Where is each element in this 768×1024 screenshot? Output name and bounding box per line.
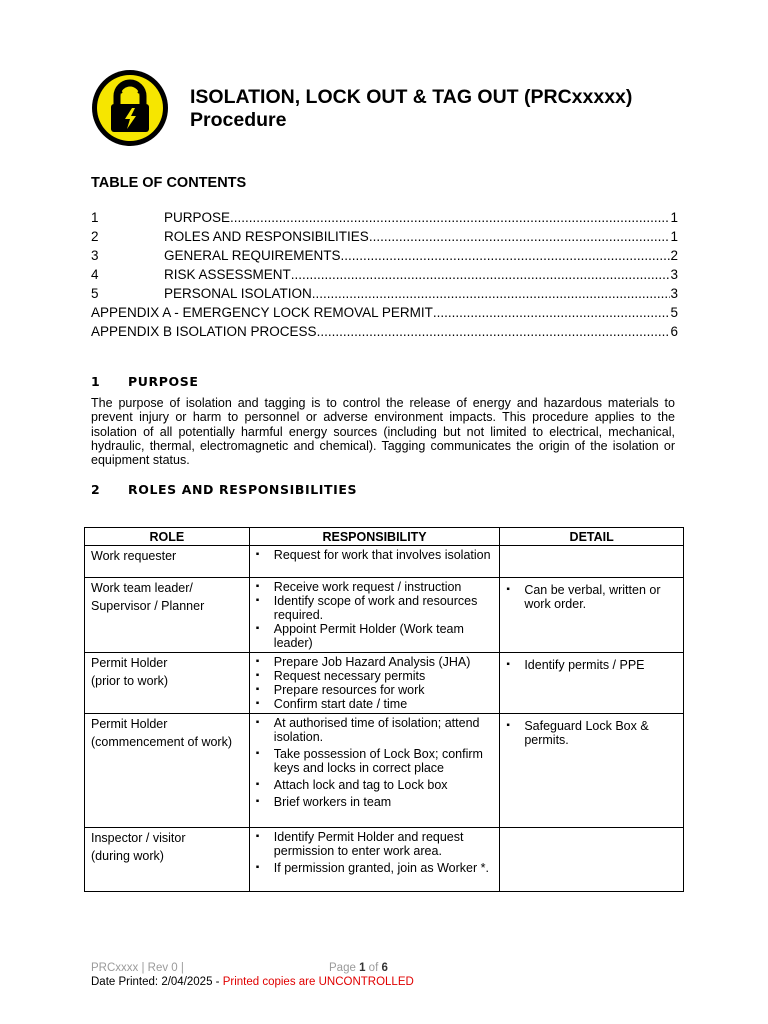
toc-entry-title: APPENDIX A - EMERGENCY LOCK REMOVAL PERMIT — [91, 305, 433, 320]
table-header-row — [85, 528, 684, 546]
toc-entry-number: 5 — [91, 286, 99, 301]
responsibility-list — [250, 580, 494, 650]
responsibility-item: ▪ Request necessary permits — [250, 669, 494, 683]
detail-list — [500, 655, 677, 672]
toc-entry[interactable] — [91, 305, 678, 324]
footer-print-info — [91, 976, 414, 988]
page-label: Page — [329, 962, 356, 974]
column-header-detail: DETAIL — [500, 528, 684, 546]
section-title: ROLES AND RESPONSIBILITIES — [128, 482, 358, 497]
purpose-paragraph: The purpose of isolation and tagging is to control the release of energy and hazardous materials to prevent injury or harm to personnel or adverse environment impacts. This procedure applies to the isolation of all potentially harmful energy sources (including but not limited to electrical, mechanical, hydraulic, thermal, electromagnetic and chemical). Tagging communicates the origin of the isolation or equipment status. — [91, 396, 675, 468]
toc-leader-dots — [317, 324, 671, 339]
toc-entry[interactable] — [91, 324, 678, 343]
responsibility-item: ▪ Appoint Permit Holder (Work team leader) — [250, 622, 494, 650]
detail-cell — [500, 828, 684, 892]
role-cell — [85, 828, 250, 892]
detail-item: ▪ Can be verbal, written or work order. — [500, 583, 677, 611]
table-row — [85, 578, 684, 653]
responsibility-cell — [249, 546, 500, 578]
responsibility-item: ▪ Confirm start date / time — [250, 697, 494, 711]
detail-list — [500, 580, 677, 611]
toc-leader-dots — [369, 229, 671, 244]
detail-item: ▪ Identify permits / PPE — [500, 658, 677, 672]
section-title: PURPOSE — [128, 374, 199, 389]
responsibility-item: ▪ Brief workers in team — [250, 795, 494, 809]
toc-entry-title: PERSONAL ISOLATION — [164, 286, 312, 301]
toc-entry-page: 1 — [670, 210, 678, 225]
responsibility-cell — [249, 828, 500, 892]
role-cell — [85, 653, 250, 714]
role-text: (during work) — [91, 849, 164, 863]
role-text: Work requester — [91, 549, 177, 563]
table-row — [85, 714, 684, 828]
responsibility-list — [250, 655, 494, 711]
detail-item: ▪ Safeguard Lock Box & permits. — [500, 719, 677, 747]
toc-entry-title: PURPOSE — [164, 210, 231, 225]
toc-entry-page: 3 — [670, 286, 678, 301]
document-title — [190, 86, 632, 132]
toc-entry-title: GENERAL REQUIREMENTS — [164, 248, 341, 263]
toc-entry-number: 1 — [91, 210, 99, 225]
toc-entry-number: 3 — [91, 248, 99, 263]
responsibility-item: ▪ At authorised time of isolation; attend isolation. — [250, 716, 494, 744]
role-text: (prior to work) — [91, 674, 169, 688]
responsibility-cell — [249, 578, 500, 653]
toc-leader-dots — [230, 210, 670, 225]
page-current: 1 — [359, 962, 366, 974]
toc-entry-title: RISK ASSESSMENT — [164, 267, 291, 282]
logo — [90, 68, 170, 148]
toc-entry-page: 6 — [670, 324, 678, 339]
role-cell — [85, 578, 250, 653]
section-heading-roles — [91, 482, 357, 497]
page-total: 6 — [381, 962, 388, 974]
date-printed: Date Printed: 2/04/2025 - — [91, 976, 223, 988]
roles-table — [84, 527, 684, 892]
responsibility-item: ▪ Identify scope of work and resources required. — [250, 594, 494, 622]
toc-entry-number: 2 — [91, 229, 99, 244]
toc-entry[interactable] — [91, 248, 678, 267]
toc-leader-dots — [341, 248, 671, 263]
section-number: 1 — [91, 374, 101, 389]
toc-entry[interactable] — [91, 286, 678, 305]
column-header-role: ROLE — [85, 528, 250, 546]
uncontrolled-warning: Printed copies are UNCONTROLLED — [222, 976, 414, 988]
table-row — [85, 546, 684, 578]
title-line-2: Procedure — [190, 109, 287, 131]
role-text: (commencement of work) — [91, 735, 233, 749]
responsibility-list — [250, 548, 494, 562]
responsibility-list — [250, 716, 494, 809]
responsibility-cell — [249, 653, 500, 714]
page-of: of — [368, 962, 379, 974]
toc-heading: TABLE OF CONTENTS — [91, 175, 247, 191]
toc-entry-page: 3 — [670, 267, 678, 282]
responsibility-item: ▪ Prepare resources for work — [250, 683, 494, 697]
toc-entry-title: APPENDIX B ISOLATION PROCESS — [91, 324, 317, 339]
detail-cell — [500, 653, 684, 714]
toc-entry-page: 2 — [670, 248, 678, 263]
toc-leader-dots — [291, 267, 671, 282]
role-cell — [85, 714, 250, 828]
detail-cell — [500, 714, 684, 828]
role-text: Work team leader/ — [91, 581, 193, 595]
responsibility-cell — [249, 714, 500, 828]
responsibility-item: ▪ Prepare Job Hazard Analysis (JHA) — [250, 655, 494, 669]
responsibility-item: ▪ Receive work request / instruction — [250, 580, 494, 594]
role-text: Inspector / visitor — [91, 831, 186, 845]
toc-entry-number: 4 — [91, 267, 99, 282]
toc-entry[interactable] — [91, 210, 678, 229]
toc-entry-title: ROLES AND RESPONSIBILITIES — [164, 229, 369, 244]
toc-entry[interactable] — [91, 267, 678, 286]
toc-entry-page: 5 — [670, 305, 678, 320]
toc-entry-page: 1 — [670, 229, 678, 244]
footer-doc-info — [91, 962, 691, 974]
page-indicator — [329, 962, 388, 974]
section-number: 2 — [91, 482, 101, 497]
role-text: Permit Holder — [91, 656, 168, 670]
doc-reference: PRCxxxx | Rev 0 | — [91, 962, 184, 974]
section-heading-purpose — [91, 374, 198, 389]
role-text: Supervisor / Planner — [91, 599, 205, 613]
responsibility-item: ▪ Attach lock and tag to Lock box — [250, 778, 494, 792]
toc-leader-dots — [312, 286, 671, 301]
toc-leader-dots — [433, 305, 671, 320]
table-of-contents — [91, 210, 678, 343]
responsibility-item: ▪ Identify Permit Holder and request permission to enter work area. — [250, 830, 494, 858]
responsibility-item: ▪ If permission granted, join as Worker *. — [250, 861, 494, 875]
responsibility-item: ▪ Request for work that involves isolation — [250, 548, 494, 562]
title-line-1: ISOLATION, LOCK OUT & TAG OUT (PRCxxxxx) — [190, 86, 633, 108]
toc-entry[interactable] — [91, 229, 678, 248]
column-header-responsibility: RESPONSIBILITY — [249, 528, 500, 546]
responsibility-list — [250, 830, 494, 875]
detail-list — [500, 716, 677, 747]
padlock-lightning-icon — [90, 68, 170, 148]
table-row — [85, 828, 684, 892]
role-text: Permit Holder — [91, 717, 168, 731]
detail-cell — [500, 578, 684, 653]
table-row — [85, 653, 684, 714]
role-cell — [85, 546, 250, 578]
responsibility-item: ▪ Take possession of Lock Box; confirm keys and locks in correct place — [250, 747, 494, 775]
detail-cell — [500, 546, 684, 578]
